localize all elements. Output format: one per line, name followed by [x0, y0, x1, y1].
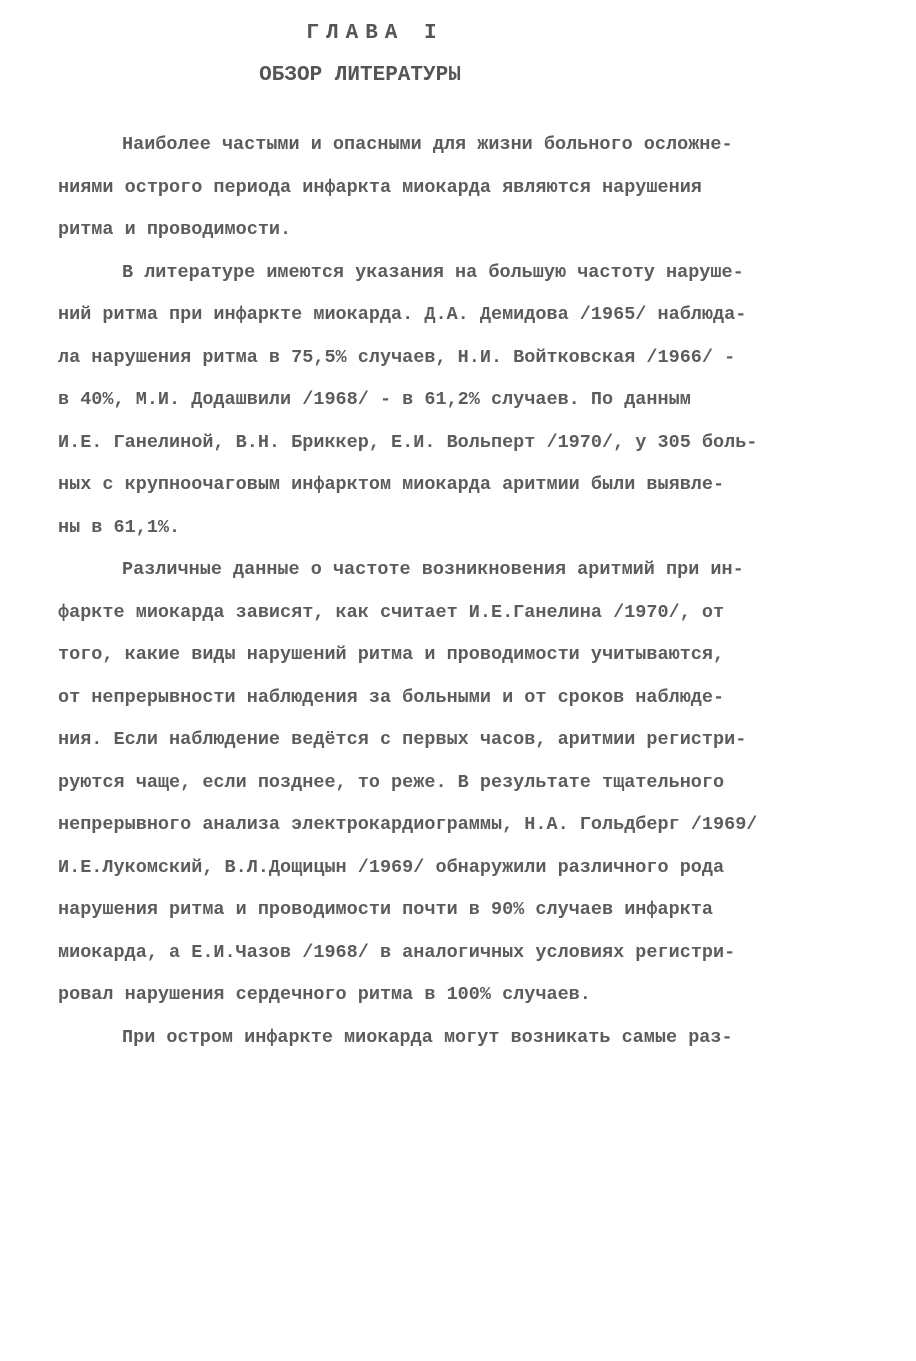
text-line: И.Е. Ганелиной, В.Н. Бриккер, Е.И. Вольперт /1970/, у 305 боль-	[58, 431, 758, 453]
text-line: нарушения ритма и проводимости почти в 90% случаев инфаркта	[58, 899, 714, 920]
text-line: Различные данные о частоте возникновения аритмий при ин-	[122, 559, 744, 580]
text-line: ний ритма при инфаркте миокарда. Д.А. Демидова /1965/ наблюда-	[58, 304, 747, 325]
text-line: миокарда, а Е.И.Чазов /1968/ в аналогичных условиях регистри-	[58, 941, 736, 963]
text-line: ровал нарушения сердечного ритма в 100% случаев.	[58, 984, 591, 1005]
text-line: ритма и проводимости.	[58, 219, 292, 240]
text-line: ниями острого периода инфаркта миокарда являются нарушения	[58, 176, 702, 198]
text-line: в 40%, М.И. Додашвили /1968/ - в 61,2% случаев. По данным	[58, 389, 691, 410]
text-line: ных с крупноочаговым инфарктом миокарда аритмии были выявле-	[58, 474, 725, 495]
body-text	[58, 124, 868, 1059]
text-line: ла нарушения ритма в 75,5% случаев, Н.И. Войтковская /1966/ -	[58, 346, 736, 368]
text-line: от непрерывности наблюдения за больными и от сроков наблюде-	[58, 686, 725, 708]
section-title: ОБЗОР ЛИТЕРАТУРЫ	[259, 64, 461, 87]
text-line: непрерывного анализа электрокардиограммы, Н.А. Гольдберг /1969/	[58, 814, 758, 835]
text-line: При остром инфаркте миокарда могут возникать самые раз-	[122, 1026, 733, 1048]
text-line: руются чаще, если позднее, то реже. В результате тщательного	[58, 771, 725, 793]
text-line: Наиболее частыми и опасными для жизни больного осложне-	[122, 134, 733, 155]
text-line: В литературе имеются указания на большую частоту наруше-	[122, 261, 744, 283]
text-line: ния. Если наблюдение ведётся с первых часов, аритмии регистри-	[58, 729, 747, 750]
text-line: фаркте миокарда зависят, как считает И.Е.Ганелина /1970/, от	[58, 601, 725, 623]
chapter-title: ГЛАВА I	[306, 22, 444, 45]
text-line: И.Е.Лукомский, В.Л.Дощицын /1969/ обнаружили различного рода	[58, 856, 725, 878]
text-line: ны в 61,1%.	[58, 516, 181, 538]
text-line: того, какие виды нарушений ритма и проводимости учитываются,	[58, 644, 725, 665]
